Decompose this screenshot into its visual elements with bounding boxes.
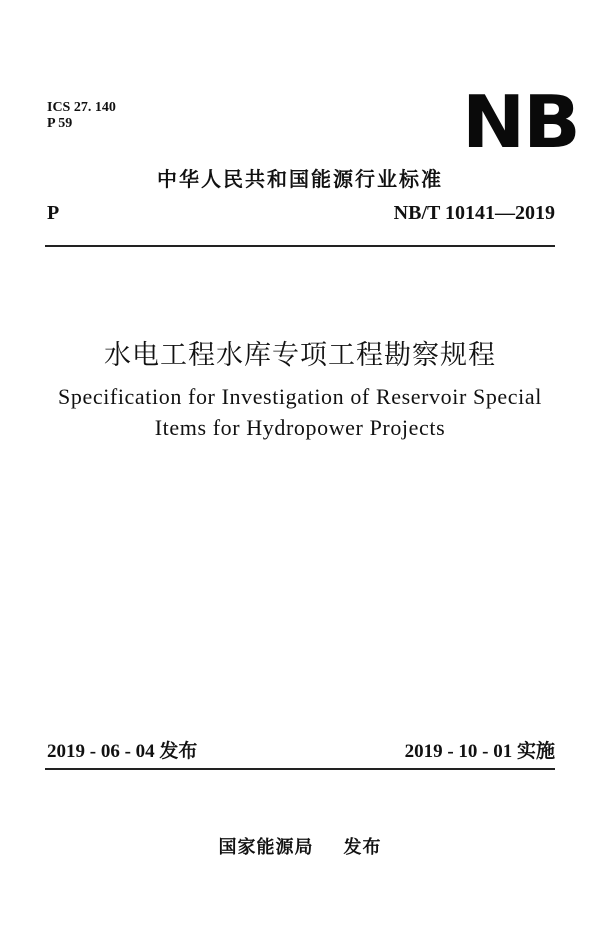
issuing-authority: 国家能源局 (218, 837, 314, 858)
issue-date: 2019 - 06 - 04 (47, 741, 155, 762)
issue-label: 发布 (159, 740, 198, 762)
top-divider (45, 245, 555, 247)
p-code: P 59 (47, 116, 73, 131)
ics-code-block (47, 100, 116, 132)
title-chinese: 水电工程水库专项工程勘察规程 (104, 340, 496, 371)
publisher-line (0, 833, 600, 859)
nb-logo: NB (462, 80, 579, 164)
implementation-date-block (405, 736, 555, 763)
title-english-line-1: Specification for Investigation of Reservoir Special (58, 384, 542, 409)
ics-code: ICS 27. 140 (47, 100, 116, 115)
issue-action: 发布 (343, 837, 382, 858)
issue-date-block (47, 736, 197, 763)
implementation-date: 2019 - 10 - 01 (404, 741, 513, 762)
bottom-divider (45, 768, 555, 770)
industry-standard-heading: 中华人民共和国能源行业标准 (157, 167, 443, 191)
title-english (0, 381, 600, 443)
implementation-label: 实施 (516, 740, 555, 762)
classification-code: P (47, 202, 60, 224)
title-english-line-2: Items for Hydropower Projects (154, 415, 446, 440)
standard-number: NB/T 10141—2019 (393, 202, 555, 224)
